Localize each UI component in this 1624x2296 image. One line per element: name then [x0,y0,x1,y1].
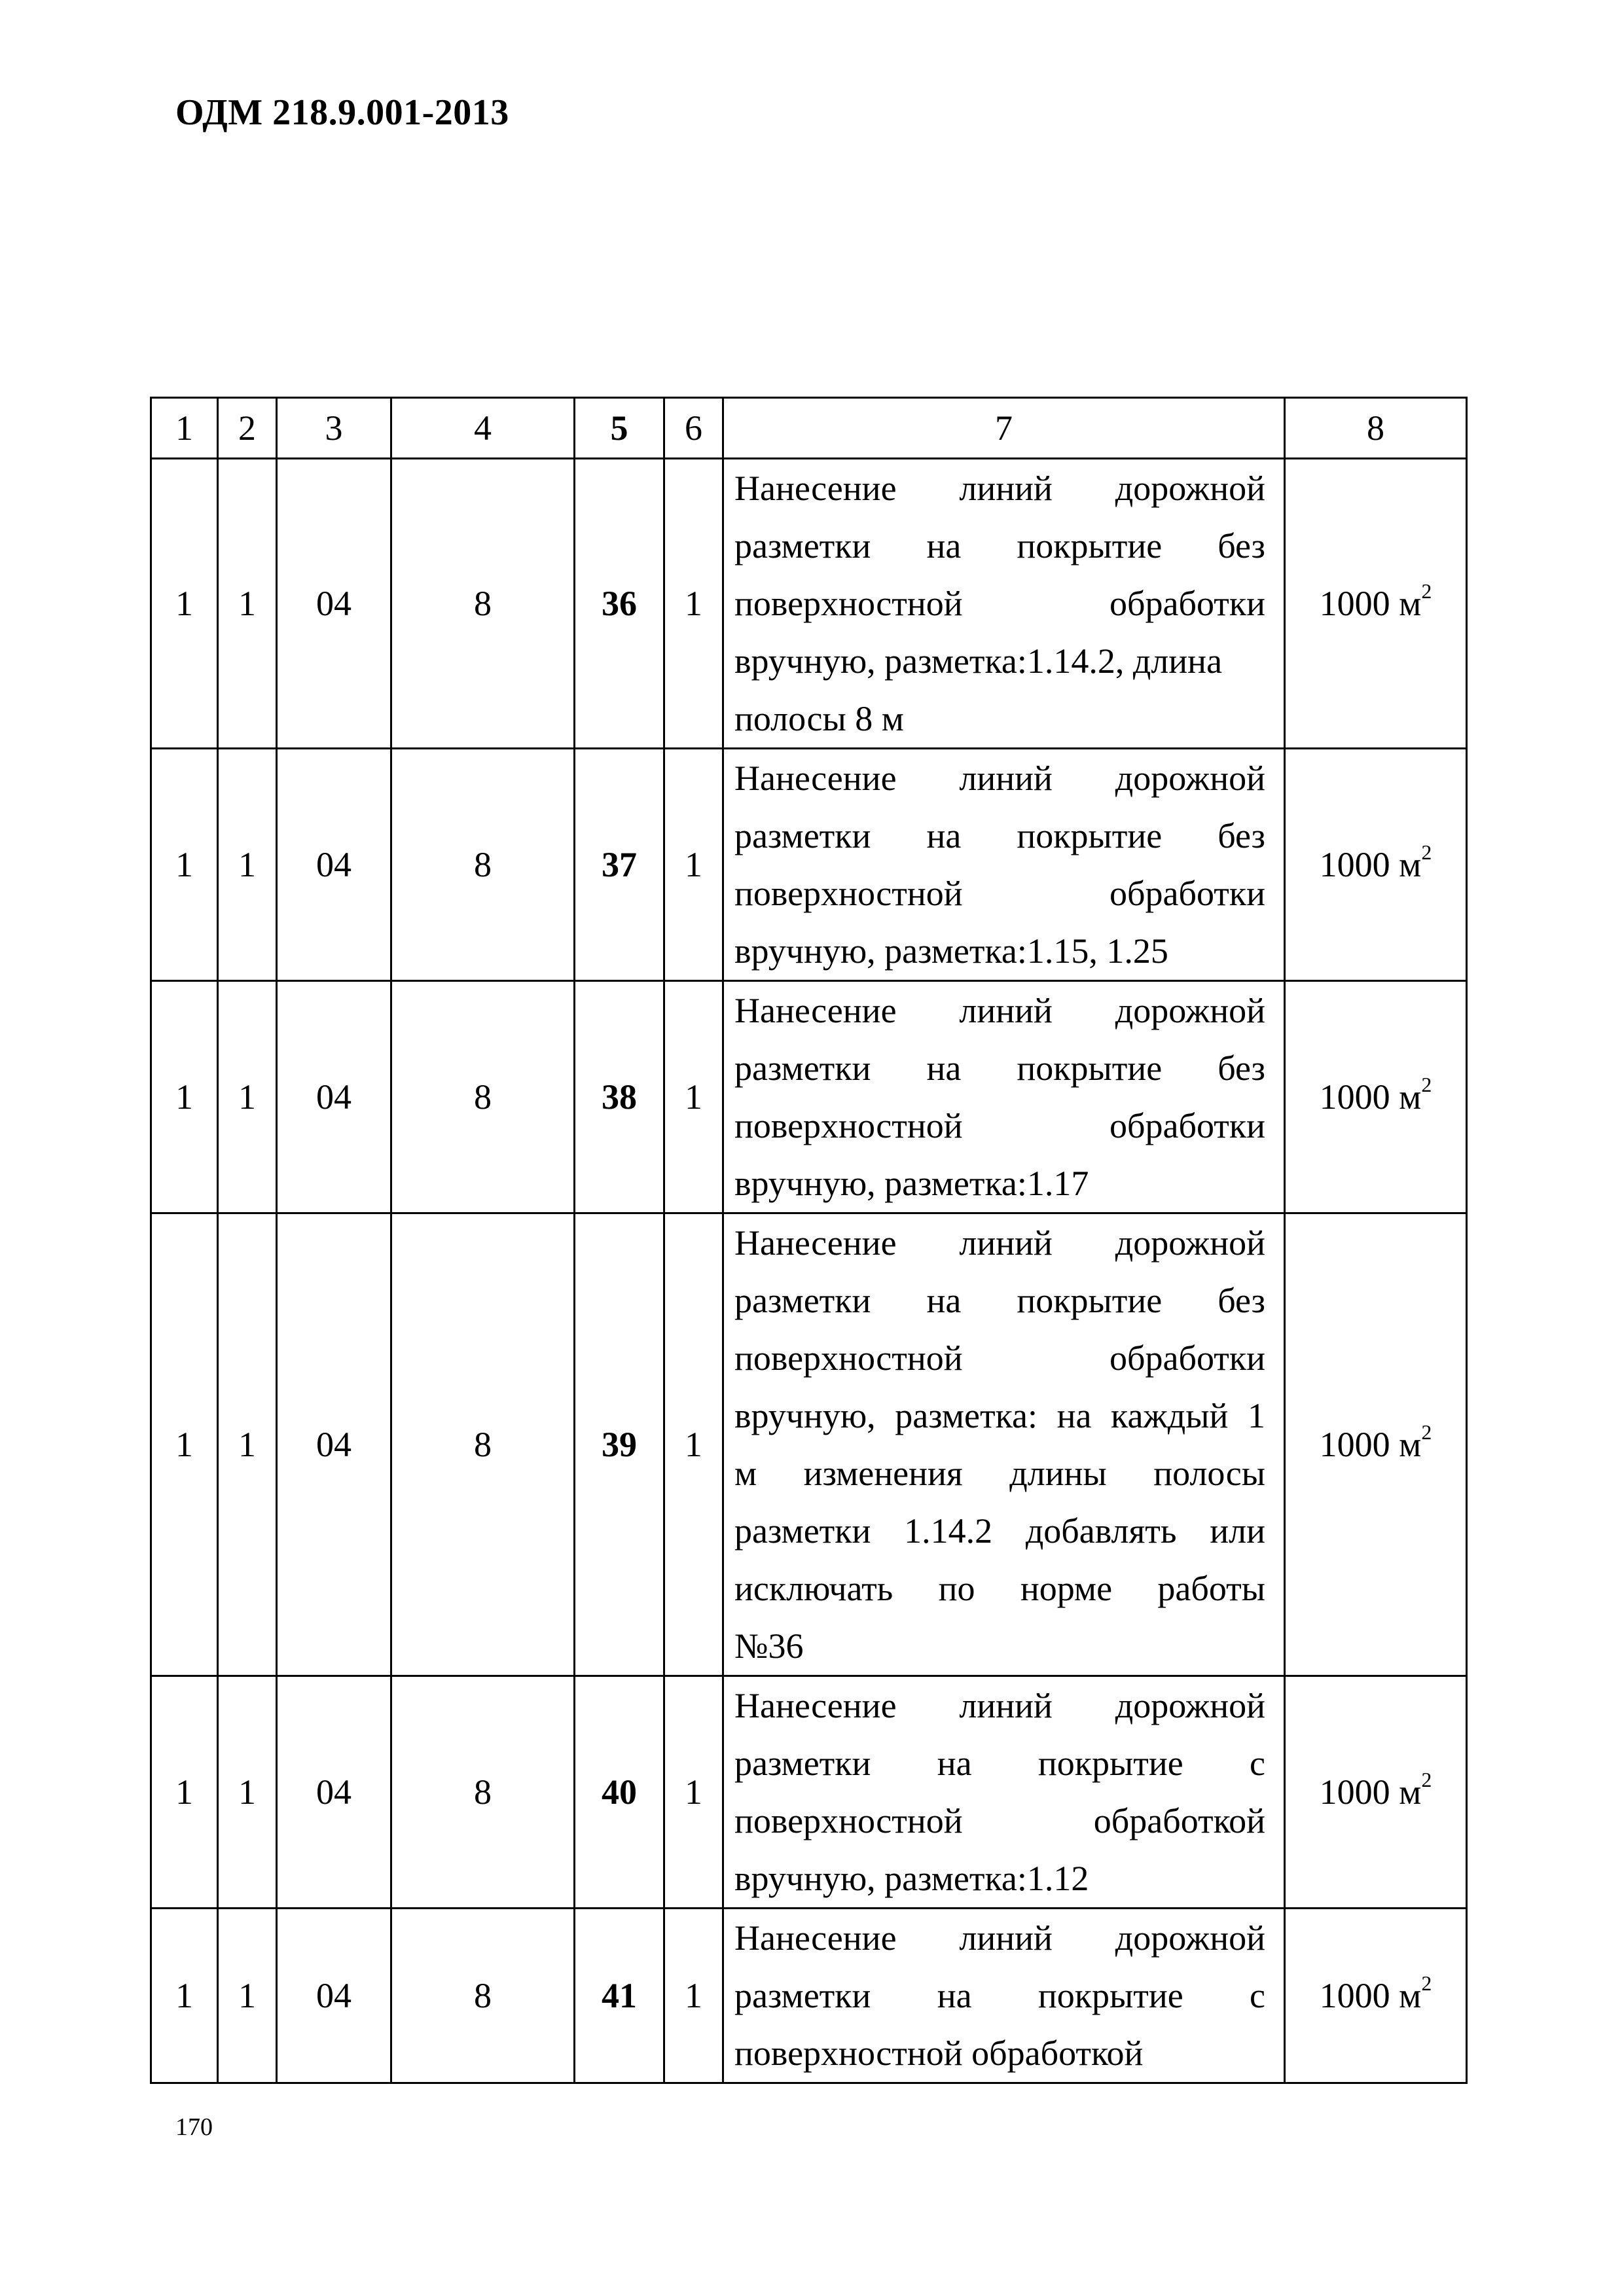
code-cell: 04 [277,1909,391,2083]
unit-superscript: 2 [1421,1420,1432,1444]
description-line: вручную, разметка: на каждый 1 [734,1396,1265,1435]
description-line: полосы 8 м [734,699,904,738]
code-cell: 1 [664,1213,723,1676]
code-cell: 04 [277,981,391,1213]
table-row [151,981,1467,1213]
description-line: разметки 1.14.2 добавлять или [734,1511,1265,1551]
description-line: Нанесение линий дорожной [734,1686,1265,1725]
unit-cell [1285,749,1467,981]
code-cell: 8 [391,981,575,1213]
code-cell: 1 [218,459,277,749]
description-line: разметки на покрытие с [734,1976,1265,2015]
unit-cell [1285,1213,1467,1676]
unit-superscript: 2 [1421,1971,1432,1995]
description-line: разметки на покрытие без [734,1049,1265,1088]
work-number-cell: 39 [575,1213,664,1676]
description-line: вручную, разметка:1.17 [734,1164,1089,1203]
description-line: Нанесение линий дорожной [734,991,1265,1030]
code-cell: 04 [277,1676,391,1909]
unit-superscript: 2 [1421,579,1432,603]
code-cell: 1 [664,459,723,749]
unit-cell [1285,1676,1467,1909]
work-number-cell: 37 [575,749,664,981]
description-line: Нанесение линий дорожной [734,469,1265,508]
unit-cell [1285,459,1467,749]
table-body [151,398,1467,2083]
unit-superscript: 2 [1421,1768,1432,1791]
work-number-cell: 38 [575,981,664,1213]
description-line: вручную, разметка:1.14.2, длина [734,641,1223,681]
unit-superscript: 2 [1421,840,1432,864]
header-cell: 7 [723,398,1285,459]
unit-superscript: 2 [1421,1073,1432,1096]
description-cell [723,749,1285,981]
description-line: поверхностной обработки [734,1338,1265,1378]
table-row [151,1213,1467,1676]
table-header-row [151,398,1467,459]
unit-cell [1285,981,1467,1213]
description-line: Нанесение линий дорожной [734,759,1265,798]
header-cell: 3 [277,398,391,459]
code-cell: 1 [151,1213,218,1676]
description-line: №36 [734,1626,804,1666]
header-cell: 4 [391,398,575,459]
code-cell: 1 [664,981,723,1213]
header-cell: 5 [575,398,664,459]
header-cell: 1 [151,398,218,459]
description-line: поверхностной обработки [734,584,1265,623]
code-cell: 1 [218,981,277,1213]
description-line: разметки на покрытие с [734,1744,1265,1783]
description-line: поверхностной обработкой [734,2034,1144,2073]
description-line: вручную, разметка:1.15, 1.25 [734,931,1168,971]
table-row [151,749,1467,981]
unit-text: 1000 м [1319,1425,1422,1464]
code-cell: 1 [151,981,218,1213]
unit-text: 1000 м [1319,584,1422,623]
description-line: разметки на покрытие без [734,816,1265,855]
code-cell: 8 [391,1676,575,1909]
unit-text: 1000 м [1319,1077,1422,1117]
code-cell: 1 [151,459,218,749]
table-row [151,1676,1467,1909]
code-cell: 1 [218,1213,277,1676]
description-line: Нанесение линий дорожной [734,1918,1265,1958]
work-number-cell: 36 [575,459,664,749]
code-cell: 1 [218,1909,277,2083]
code-cell: 8 [391,459,575,749]
page-number: 170 [175,2113,213,2141]
description-cell [723,1909,1285,2083]
unit-text: 1000 м [1319,1976,1422,2015]
code-cell: 1 [151,1909,218,2083]
code-cell: 1 [218,1676,277,1909]
header-cell: 8 [1285,398,1467,459]
code-cell: 1 [664,749,723,981]
unit-text: 1000 м [1319,845,1422,884]
description-cell [723,459,1285,749]
code-cell: 8 [391,1213,575,1676]
code-cell: 8 [391,749,575,981]
description-cell [723,981,1285,1213]
table-row [151,1909,1467,2083]
header-cell: 2 [218,398,277,459]
specification-table [150,397,1468,2084]
description-line: исключать по норме работы [734,1569,1265,1608]
unit-cell [1285,1909,1467,2083]
description-line: м изменения длины полосы [734,1454,1265,1493]
description-line: разметки на покрытие без [734,526,1265,565]
work-number-cell: 40 [575,1676,664,1909]
code-cell: 1 [218,749,277,981]
description-line: поверхностной обработкой [734,1801,1265,1840]
description-cell [723,1676,1285,1909]
work-number-cell: 41 [575,1909,664,2083]
description-cell [723,1213,1285,1676]
description-line: поверхностной обработки [734,1106,1265,1145]
description-line: вручную, разметка:1.12 [734,1859,1089,1898]
table-row [151,459,1467,749]
code-cell: 1 [151,1676,218,1909]
description-line: Нанесение линий дорожной [734,1223,1265,1263]
code-cell: 1 [664,1676,723,1909]
code-cell: 1 [664,1909,723,2083]
code-cell: 04 [277,459,391,749]
code-cell: 1 [151,749,218,981]
document-code: ОДМ 218.9.001-2013 [175,92,509,133]
description-line: поверхностной обработки [734,874,1265,913]
unit-text: 1000 м [1319,1772,1422,1812]
code-cell: 04 [277,1213,391,1676]
header-cell: 6 [664,398,723,459]
code-cell: 8 [391,1909,575,2083]
code-cell: 04 [277,749,391,981]
description-line: разметки на покрытие без [734,1281,1265,1320]
